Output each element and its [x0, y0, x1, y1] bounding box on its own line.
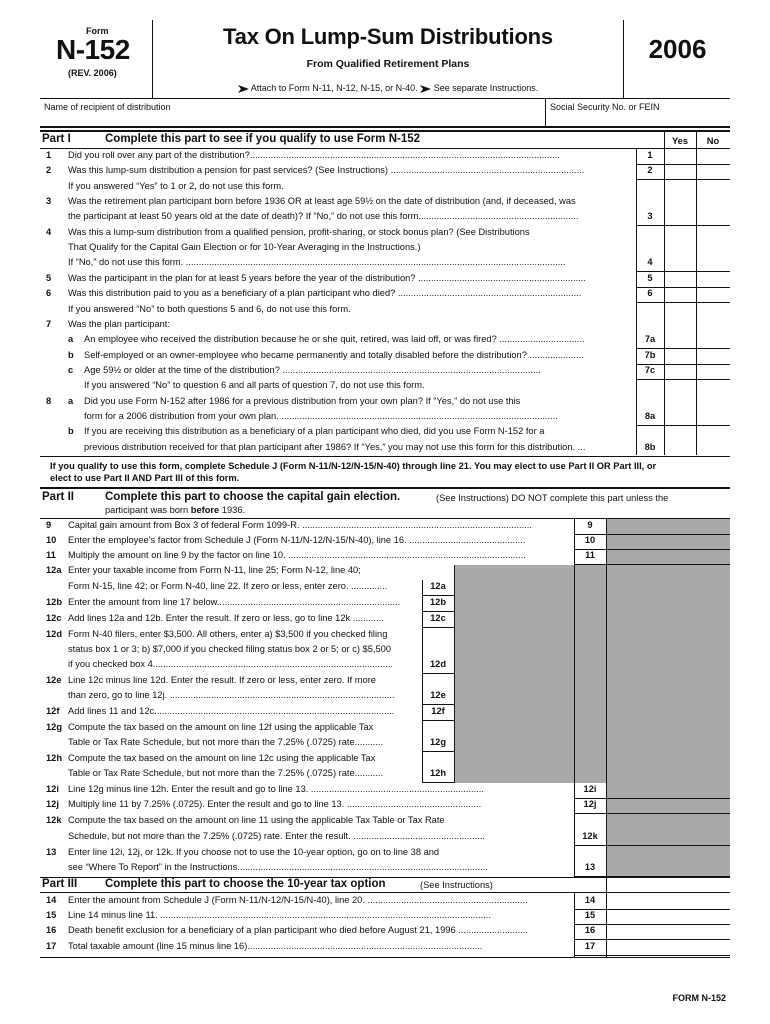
line-text: Line 12c minus line 12d. Enter the result. If zero or less, enter zero. If more	[68, 675, 376, 685]
line-box-label: 12i	[583, 784, 597, 794]
line-number: 9	[46, 520, 52, 530]
line-box-label: 3	[647, 211, 653, 222]
arrow-right-icon	[238, 85, 249, 93]
line-number: 13	[46, 847, 57, 857]
attach-text: Attach to Form N-11, N-12, N-15, or N-40.	[250, 83, 418, 93]
no-checkbox[interactable]	[0, 39, 32, 52]
line-number: 2	[46, 165, 52, 176]
yes-checkbox[interactable]	[0, 104, 30, 117]
line-number: 12c	[46, 613, 62, 623]
part2-top-rule	[40, 487, 730, 489]
line-text: Death benefit exclusion for a beneficiary of a plan participant who died before August 21, 1996 ...........................	[68, 925, 528, 935]
part2-note-cont	[105, 505, 245, 515]
question-text: An employee who received the distribution because he or she quit, retired, was laid off, or was fired? .................................	[84, 334, 585, 345]
line-number: 16	[46, 925, 57, 935]
line-box-rule	[422, 704, 454, 705]
qualify-note-cont: elect to use Part II AND Part III of this form.	[50, 473, 240, 483]
no-checkbox[interactable]	[0, 13, 32, 26]
line-text: Form N-15, line 42; or Form N-40, line 22. If zero or less, enter zero. ..............	[68, 581, 388, 591]
line-box-label: 12j	[583, 799, 597, 809]
form-subtitle: From Qualified Retirement Plans	[306, 58, 470, 70]
line-text: Compute the tax based on the amount on line 11 using the applicable Tax Table or Tax Rate	[68, 815, 445, 825]
line-text: Add lines 11 and 12c.............................................................................................	[68, 706, 395, 716]
line-number: 12h	[46, 753, 63, 763]
line-box-label: 7a	[644, 334, 656, 345]
line-number: 15	[46, 910, 57, 920]
part1-top-rule	[40, 130, 730, 132]
line-text: see “Where To Report” in the Instructions.................................................................................................	[68, 862, 488, 872]
part3-label: Part III	[42, 878, 78, 890]
line-box-label: 10	[584, 535, 596, 545]
yes-checkbox[interactable]	[0, 52, 30, 65]
line-box-rule	[574, 813, 730, 814]
line-number: 8	[46, 395, 52, 406]
line-number: 4	[46, 226, 52, 237]
question-text: Did you use Form N-152 after 1986 for a previous distribution from your own plan? If “Yes,” do not use this	[84, 395, 521, 406]
line-box-label: 6	[647, 288, 653, 299]
form-header	[40, 20, 730, 98]
line-number: 5	[46, 272, 52, 283]
line-box-rule	[422, 673, 454, 674]
line-box-rule	[422, 595, 454, 596]
line-box-rule	[574, 955, 730, 956]
no-column-divider	[696, 132, 697, 455]
line-box-label: 12k	[582, 831, 598, 841]
part2-note: (See Instructions) DO NOT complete this part unless the	[436, 493, 669, 503]
line-text: Compute the tax based on the amount on line 12f using the applicable Tax	[68, 722, 374, 732]
line-box-rule	[574, 939, 730, 940]
name-bar	[40, 98, 730, 128]
line-box-label: 7c	[644, 364, 656, 375]
line-box-rule	[574, 845, 730, 846]
question-text: Was the participant in the plan for at least 5 years before the year of the distribution? .................................................................	[68, 272, 586, 283]
line-box-label: 5	[647, 272, 653, 283]
line-number: 11	[46, 550, 56, 560]
line-box-label: 2	[647, 165, 653, 176]
line-box-rule	[422, 627, 454, 628]
part3-bottom-rule	[40, 957, 730, 958]
question-text: Was this lump-sum distribution a pension for past services? (See Instructions) ...........................................................................	[68, 165, 585, 176]
note-text: participant was born	[105, 505, 189, 515]
form-id-block	[40, 20, 153, 98]
note-text: 1936.	[221, 505, 246, 515]
question-text: Self-employed or an owner-employee who became permanently and totally disabled before the distribution? .....................	[84, 349, 584, 360]
shaded-area	[607, 519, 730, 565]
yes-checkbox[interactable]	[0, 0, 30, 13]
line-box-label: 12e	[430, 690, 446, 700]
arrow-right-icon	[420, 85, 431, 93]
line-text: Enter the amount from Schedule J (Form N-11/N-12/N-15/N-40), line 20. ..............................................................	[68, 895, 528, 905]
line-box-label: 17	[584, 941, 596, 951]
no-checkbox[interactable]	[0, 247, 32, 260]
answer-row-rule	[636, 379, 730, 380]
yes-checkbox[interactable]	[0, 208, 30, 221]
question-text: If “No,” do not use this form. ...................................................................................................................................................	[68, 257, 566, 268]
form-footer: FORM N-152	[672, 993, 726, 1003]
line-box-label: 9	[587, 520, 593, 530]
amount-box-divider	[574, 518, 575, 878]
line-number: 12e	[46, 675, 62, 685]
line-box-label: 1	[647, 150, 653, 160]
sub-letter: b	[68, 349, 74, 360]
question-text: Was the retirement plan participant born before 1936 OR at least age 59½ on the date of distribution (and, if deceased, was	[68, 196, 576, 207]
sub-letter: a	[68, 334, 74, 345]
line-text: Enter the employee’s factor from Schedule J (Form N-11/N-12/N-15/N-40), line 16. .............................................	[68, 535, 526, 545]
no-checkbox[interactable]	[0, 169, 32, 182]
yes-checkbox[interactable]	[0, 78, 30, 91]
yes-checkbox[interactable]	[0, 156, 30, 169]
ssn-label: Social Security No. or FEIN	[550, 102, 660, 112]
line-box-label: 14	[584, 895, 596, 905]
line-box-label: 12d	[429, 659, 447, 669]
form-number: N-152	[56, 34, 130, 65]
line-number: 7	[46, 318, 52, 329]
question-text: That Qualify for the Capital Gain Election or for 10-Year Averaging in the Instructions.)	[68, 242, 421, 253]
line-text: Total taxable amount (line 15 minus line 16)...........................................................................................	[68, 941, 483, 951]
attach-instructions	[153, 83, 623, 93]
line-text: Add lines 12a and 12b. Enter the result. If zero or less, go to line 12k ............	[68, 613, 384, 623]
no-column-header: No	[706, 136, 720, 146]
line-number: 14	[46, 895, 57, 905]
part3-note: (See Instructions)	[420, 880, 493, 890]
sub-letter: b	[68, 426, 74, 437]
line-box-label: 12g	[429, 737, 447, 747]
line-number: 12i	[46, 784, 59, 794]
line-box-label: 16	[584, 925, 596, 935]
no-checkbox[interactable]	[0, 91, 32, 104]
answer-row-rule	[636, 179, 730, 180]
question-text: Was the plan participant:	[68, 318, 170, 329]
part1-label: Part I	[42, 133, 71, 145]
question-text: previous distribution received for that plan participant after 1986? If “Yes,” you may not use this form for this distribution. ...	[84, 441, 586, 452]
line-box-rule	[574, 564, 730, 565]
no-checkbox[interactable]	[0, 221, 32, 234]
line-text: Schedule, but not more than the 7.25% (.0725) rate. Enter the result. ...................................................	[68, 831, 486, 841]
question-text: If you answered “No” to both questions 5 and 6, do not use this form.	[68, 303, 351, 314]
answer-row-rule	[636, 302, 730, 303]
line-text: Enter your taxable income from Form N-11, line 25; Form N-12, line 40;	[68, 565, 361, 575]
line-box-label: 12f	[431, 706, 445, 716]
yes-checkbox[interactable]	[0, 26, 30, 39]
line-box-rule	[422, 720, 454, 721]
sub-letter: c	[68, 364, 74, 375]
line-text: Form N-40 filers, enter $3,500. All others, enter a) $3,500 if you checked filing	[68, 629, 388, 639]
tax-year-block	[623, 20, 730, 98]
answer-row-rule	[636, 425, 730, 426]
part2-label: Part II	[42, 491, 74, 503]
line-number: 6	[46, 288, 52, 299]
line-text: if you checked box 4.............................................................................................	[68, 659, 393, 669]
part1-header-rule	[40, 148, 730, 149]
mid-col-divider	[454, 565, 455, 783]
line-text: than zero, go to line 12j. .......................................................................................	[68, 690, 395, 700]
line-box-label: 12b	[429, 597, 447, 607]
part2-title: Complete this part to choose the capital gain election.	[105, 491, 401, 503]
part1-title: Complete this part to see if you qualify to use Form N-152	[105, 133, 421, 145]
line-number: 12d	[46, 629, 63, 639]
line-box-rule	[422, 782, 454, 783]
line-box-rule	[422, 611, 454, 612]
line-box-label: 12c	[430, 613, 446, 623]
question-text: the participant at least 50 years old at the date of death)? If “No,” do not use this form..............................................................	[68, 211, 579, 222]
line-number: 12g	[46, 722, 63, 732]
instructions-text: See separate Instructions.	[433, 83, 539, 93]
line-number: 1	[46, 150, 52, 160]
line-number: 17	[46, 941, 57, 951]
line-number: 12a	[46, 565, 62, 575]
question-text: Age 59½ or older at the time of the distribution? ....................................................................................................	[84, 364, 541, 375]
question-text: Was this a lump-sum distribution from a qualified pension, profit-sharing, or stock bonus plan? (See Distributions	[68, 226, 530, 237]
line-number: 12f	[46, 706, 60, 716]
line-text: Multiply the amount on line 9 by the factor on line 10. ............................................................................................	[68, 550, 526, 560]
part1-bottom-rule	[40, 456, 730, 457]
question-text: form for a 2006 distribution from your own plan. ...........................................................................................................	[84, 410, 558, 421]
ssn-field[interactable]	[545, 99, 730, 127]
line-text: Line 14 minus line 11. ................................................................................................................................	[68, 910, 491, 920]
yes-checkbox[interactable]	[0, 260, 30, 273]
line-number: 10	[46, 535, 57, 545]
question-text: If you answered “Yes” to 1 or 2, do not use this form.	[68, 180, 284, 191]
part3-header-rule	[40, 892, 730, 893]
line-text: Line 12g minus line 12h. Enter the result and go to line 13. ...................................................................	[68, 784, 484, 794]
answer-row-rule	[636, 225, 730, 226]
line-box-label: 8b	[644, 441, 656, 452]
tax-year: 2006	[648, 34, 707, 64]
question-text: If you are receiving this distribution as a beneficiary of a plan participant who died, did you use Form N-152 for a	[84, 426, 545, 437]
form-revision: (REV. 2006)	[68, 68, 117, 78]
yes-column-header: Yes	[671, 136, 689, 146]
line-box-label: 11	[585, 550, 595, 560]
yes-checkbox[interactable]	[0, 182, 30, 195]
yes-column-divider	[664, 132, 665, 455]
line-box-label: 15	[584, 910, 596, 920]
no-checkbox[interactable]	[0, 117, 32, 130]
no-checkbox[interactable]	[0, 143, 32, 156]
form-title: Tax On Lump-Sum Distributions	[223, 24, 553, 49]
line-text: Multiply line 11 by 7.25% (.0725). Enter the result and go to line 13. ....................................................	[68, 799, 482, 809]
line-box-rule	[422, 751, 454, 752]
no-checkbox[interactable]	[0, 65, 32, 78]
line-text: Enter line 12i, 12j, or 12k. If you choose not to use the 10-year option, go on to line 38 and	[68, 847, 440, 857]
line-box-label: 12h	[429, 768, 447, 778]
form-word: Form	[86, 26, 109, 36]
question-text: Did you roll over any part of the distribution?........................................................................................................................	[68, 150, 560, 160]
no-checkbox[interactable]	[0, 195, 32, 208]
line-box-label: 7b	[644, 349, 656, 360]
line-box-label: 13	[584, 862, 596, 872]
part3-title: Complete this part to choose the 10-year tax option	[105, 878, 386, 890]
line-text: status box 1 or 3; b) $7,000 if you checked filing status box 2 or 5; or c) $5,500	[68, 644, 391, 654]
line-text: Capital gain amount from Box 3 of federal Form 1099-R. .........................................................................................	[68, 520, 532, 530]
line-number: 12j	[46, 799, 59, 809]
line-box-label: 12a	[430, 581, 446, 591]
line-box-label: 8a	[644, 410, 656, 421]
line-number: 3	[46, 196, 52, 207]
line-number: 12b	[46, 597, 63, 607]
recipient-name-field[interactable]: Name of recipient of distribution	[44, 102, 171, 112]
shaded-area	[455, 565, 730, 783]
question-text: If you answered “No” to question 6 and all parts of question 7, do not use this form.	[84, 380, 425, 391]
yes-checkbox[interactable]	[0, 234, 30, 247]
qualify-note: If you qualify to use this form, complete Schedule J (Form N-11/N-12/N-15/N-40) through line 21. You may elect to use Part II OR Part III, or	[50, 461, 657, 471]
line-text: Table or Tax Rate Schedule, but not more than the 7.25% (.0725) rate...........	[68, 737, 384, 747]
line-number: 12k	[46, 815, 62, 825]
sub-letter: a	[68, 395, 74, 406]
question-text: Was this distribution paid to you as a beneficiary of a plan participant who died? .......................................................................	[68, 288, 582, 299]
line-text: Compute the tax based on the amount on line 12c using the applicable Tax	[68, 753, 376, 763]
line-box-label: 4	[647, 257, 653, 268]
line-text: Table or Tax Rate Schedule, but not more than the 7.25% (.0725) rate...........	[68, 768, 384, 778]
line-text: Enter the amount from line 17 below.......................................................................	[68, 597, 401, 607]
no-checkbox[interactable]	[0, 273, 32, 286]
note-emphasis: before	[190, 505, 220, 515]
yes-checkbox[interactable]	[0, 130, 30, 143]
